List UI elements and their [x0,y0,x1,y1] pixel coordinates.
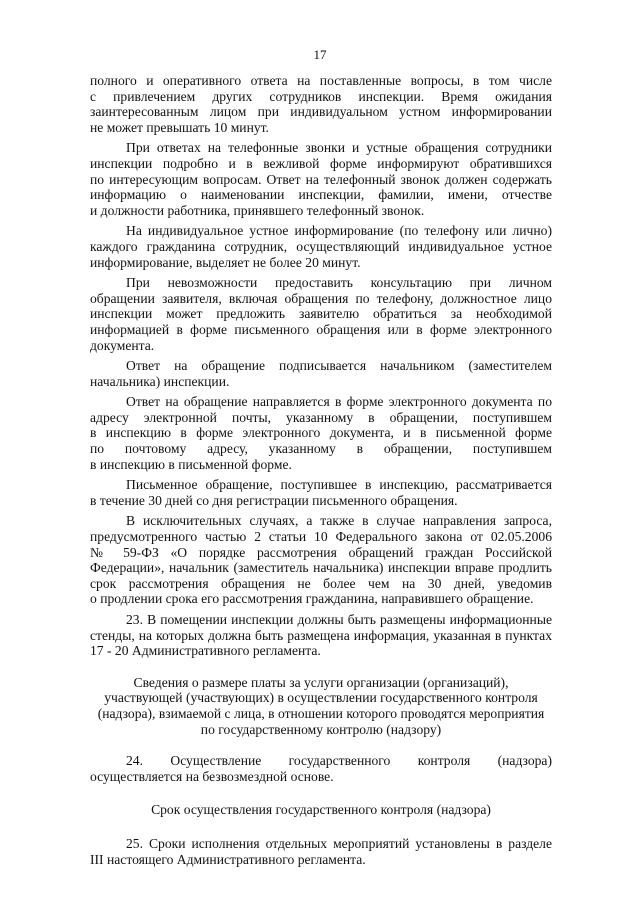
text-line: 25. Сроки исполнения отдельных мероприятий установлены в разделе [126,835,552,851]
text-line: Ответ на обращение подписывается начальником (заместителем [126,358,552,374]
page-content [90,73,552,867]
heading-line: Сведения о размере платы за услуги организации (организаций), [133,674,509,690]
text-line: и должности работника, принявшего телефонный звонок. [90,202,425,218]
text-line: начальника) инспекции. [90,373,230,389]
paragraph-24 [90,753,552,784]
text-line: обращении заявителя, включая обращения по телефону, должностное лицо [90,290,552,306]
text-line: стенды, на которых должна быть размещена информация, указанная в пунктах [90,627,552,643]
body-paragraphs [90,73,552,659]
text-line: инспекции подробно и в вежливой форме информируют обратившихся [90,155,552,171]
text-line: заинтересованным лицом при индивидуальном устном информировании [90,104,552,120]
text-line: На индивидуальное устное информирование (по телефону или лично) [126,223,552,239]
text-line: адресу электронной почты, указанному в обращении, поступившем [90,409,552,425]
section-heading-term: Срок осуществления государственного контроля (надзора) [151,802,491,818]
heading-line: по государственному контролю (надзору) [200,721,442,737]
text-line: Письменное обращение, поступившее в инспекцию, рассматривается [126,477,552,493]
page-number: 17 [313,47,327,62]
paragraph-25 [90,836,552,867]
text-line: Ответ на обращение направляется в форме электронного документа по [126,394,552,410]
text-line: информирование, выделяет не более 20 минут. [90,254,361,270]
text-line: информацию о наименовании инспекции, фамилии, имени, отчестве [90,187,552,203]
text-line: в инспекцию в форме электронного документа, и в письменной форме [90,425,552,441]
text-line: осуществляется на безвозмездной основе. [90,768,334,784]
text-line: 24. Осуществление государственного контроля (надзора) [126,753,552,769]
heading-line: (надзора), взимаемой с лица, в отношении которого проводятся мероприятия [97,705,545,721]
text-line: При ответах на телефонные звонки и устные обращения сотрудники [126,140,552,156]
text-line: При невозможности предоставить консультацию при личном [126,275,552,291]
section-heading-fee [90,675,552,737]
text-line: инспекции может предложить заявителю обратиться за необходимой [90,306,552,322]
heading-line: участвующей (участвующих) в осуществлении государственного контроля [104,690,538,706]
text-line: документа. [90,337,155,353]
text-line: Федерации», начальник (заместитель начальника) инспекции вправе продлить [90,560,552,576]
text-line: по почтовому адресу, указанному в обращении, поступившем [90,441,552,457]
text-line: № 59-ФЗ «О порядке рассмотрения обращений граждан Российской [90,544,552,560]
text-line: не может превышать 10 минут. [90,119,269,135]
text-line: по интересующим вопросам. Ответ на телефонный звонок должен содержать [90,171,552,187]
text-line: каждого гражданина сотрудник, осуществляющий индивидуальное устное [90,238,552,254]
text-line: информацией в форме письменного обращения или в форме электронного [90,321,552,337]
text-line: 23. В помещении инспекции должны быть размещены информационные [126,612,552,627]
text-line: III настоящего Административного регламента. [90,851,366,867]
text-line: предусмотренного частью 2 статьи 10 Федерального закона от 02.05.2006 [90,529,552,545]
text-line: полного и оперативного ответа на поставленные вопросы, в том числе [90,73,552,88]
text-line: 17 - 20 Административного регламента. [90,643,321,659]
text-line: с привлечением других сотрудников инспекции. Время ожидания [90,88,552,104]
text-line: срок рассмотрения обращения не более чем на 30 дней, уведомив [90,575,552,591]
text-line: в течение 30 дней со дня регистрации письменного обращения. [90,492,458,508]
text-line: о продлении срока его рассмотрения гражданина, направившего обращение. [90,591,534,607]
text-line: в инспекцию в письменной форме. [90,456,292,472]
text-line: В исключительных случаях, а также в случае направления запроса, [126,513,552,529]
